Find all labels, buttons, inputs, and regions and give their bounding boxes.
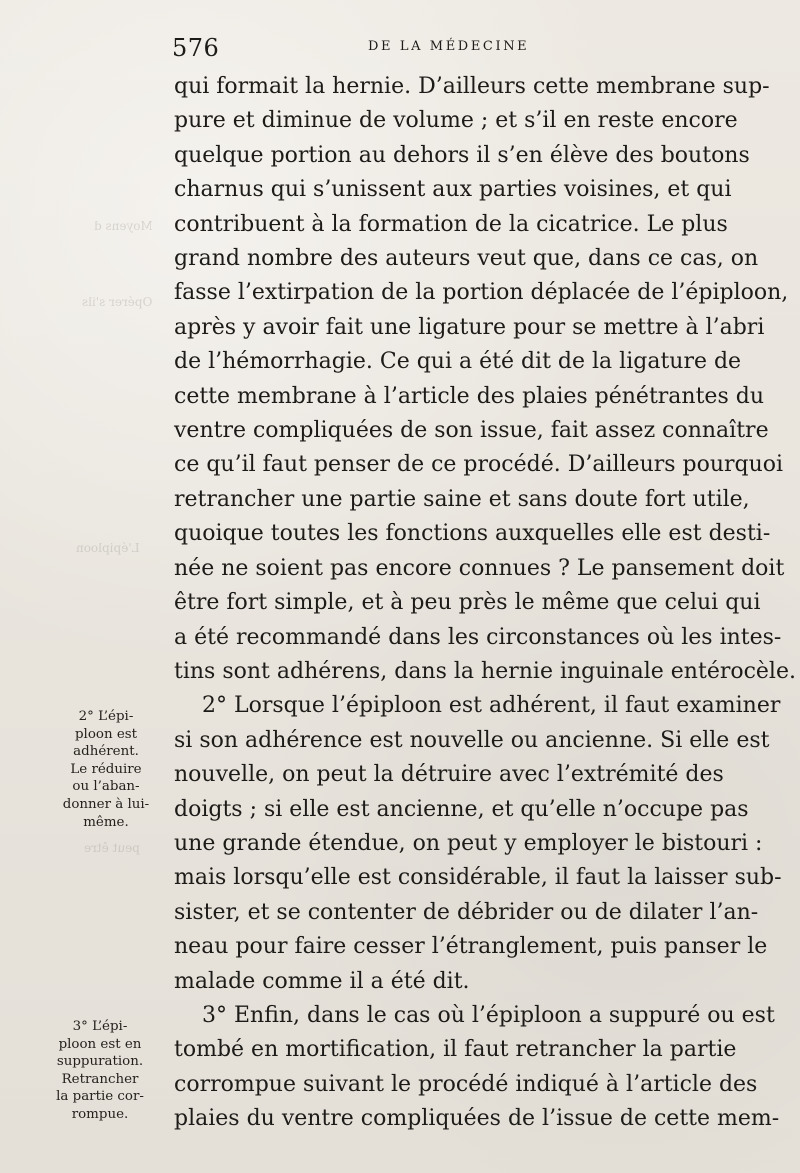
- text-line: charnus qui s’unissent aux parties voisines, et qui: [174, 177, 732, 203]
- text-line: a été recommandé dans les circonstances où les intes-: [174, 624, 782, 650]
- paragraph-start-line: 3° Enfin, dans le cas où l’épiploon a suppuré ou est: [202, 1002, 775, 1028]
- text-line: tombé en mortification, il faut retrancher la partie: [174, 1037, 737, 1063]
- margin-note-line: rompue.: [71, 1106, 129, 1122]
- margin-note-line: ou l’aban-: [72, 779, 140, 795]
- page-number: 576: [172, 34, 220, 62]
- text-line: mais lorsqu’elle est considérable, il faut la laisser sub-: [174, 865, 782, 891]
- text-line: après y avoir fait une ligature pour se mettre à l’abri: [174, 314, 765, 340]
- text-line: si son adhérence est nouvelle ou ancienne. Si elle est: [174, 727, 770, 753]
- text-line: une grande étendue, on peut y employer le bistouri :: [174, 830, 763, 856]
- text-line: née ne soient pas encore connues ? Le pansement doit: [174, 555, 785, 581]
- text-line: plaies du ventre compliquées de l’issue de cette mem-: [174, 1106, 780, 1132]
- text-line: sister, et se contenter de débrider ou de dilater l’an-: [174, 899, 759, 925]
- text-line: nouvelle, on peut la détruire avec l’extrémité des: [174, 762, 724, 788]
- text-line: pure et diminue de volume ; et s’il en reste encore: [174, 108, 738, 134]
- main-body-text: [174, 70, 796, 1137]
- margin-note-line: ploon est en: [58, 1036, 142, 1052]
- margin-note-suppuration: [44, 1018, 156, 1124]
- margin-note-line: adhérent.: [73, 744, 139, 760]
- text-line: de l’hémorrhagie. Ce qui a été dit de la ligature de: [174, 349, 742, 375]
- running-head-title: DE LA MÉDECINE: [368, 39, 530, 54]
- text-line: fasse l’extirpation de la portion déplacée de l’épiploon,: [174, 280, 789, 306]
- text-line: retrancher une partie saine et sans doute fort utile,: [174, 486, 750, 512]
- show-through-text: Opérer s'ils: [82, 295, 153, 309]
- margin-note-line: même.: [83, 814, 129, 830]
- margin-note-line: Le réduire: [70, 761, 142, 777]
- margin-note-line: la partie cor-: [56, 1089, 144, 1105]
- running-header: [172, 34, 592, 62]
- text-line: quelque portion au dehors il s’en élève des boutons: [174, 142, 750, 168]
- margin-note-line: suppuration.: [56, 1054, 144, 1070]
- text-line: cette membrane à l’article des plaies pénétrantes du: [174, 383, 764, 409]
- text-line: corrompue suivant le procédé indiqué à l’article des: [174, 1071, 758, 1097]
- text-line: ce qu’il faut penser de ce procédé. D’ailleurs pourquoi: [174, 452, 784, 478]
- text-line: qui formait la hernie. D’ailleurs cette membrane sup-: [174, 74, 770, 99]
- show-through-text: L'épiploon: [76, 541, 140, 555]
- text-line: malade comme il a été dit.: [174, 968, 470, 994]
- margin-note-line: ploon est: [74, 726, 138, 742]
- margin-note-line: donner à lui-: [62, 796, 150, 812]
- show-through-text: peut être: [84, 841, 140, 855]
- margin-note-line: 2° L’épi-: [78, 709, 134, 724]
- text-line: être fort simple, et à peu près le même que celui qui: [174, 590, 761, 616]
- margin-note-adherent: [50, 708, 162, 831]
- margin-note-line: 3° L’épi-: [72, 1019, 128, 1034]
- text-line: doigts ; si elle est ancienne, et qu’elle n’occupe pas: [174, 796, 749, 822]
- paragraph-start-line: 2° Lorsque l’épiploon est adhérent, il faut examiner: [202, 693, 781, 719]
- margin-note-line: Retrancher: [61, 1071, 139, 1087]
- text-line: tins sont adhérens, dans la hernie inguinale entérocèle.: [174, 658, 796, 684]
- show-through-text: Moyens d: [94, 219, 153, 233]
- text-line: ventre compliquées de son issue, fait assez connaître: [174, 418, 769, 444]
- text-line: neau pour faire cesser l’étranglement, puis panser le: [174, 934, 768, 960]
- text-line: quoique toutes les fonctions auxquelles elle est desti-: [174, 521, 771, 547]
- text-line: contribuent à la formation de la cicatrice. Le plus: [174, 211, 728, 237]
- text-line: grand nombre des auteurs veut que, dans ce cas, on: [174, 246, 759, 272]
